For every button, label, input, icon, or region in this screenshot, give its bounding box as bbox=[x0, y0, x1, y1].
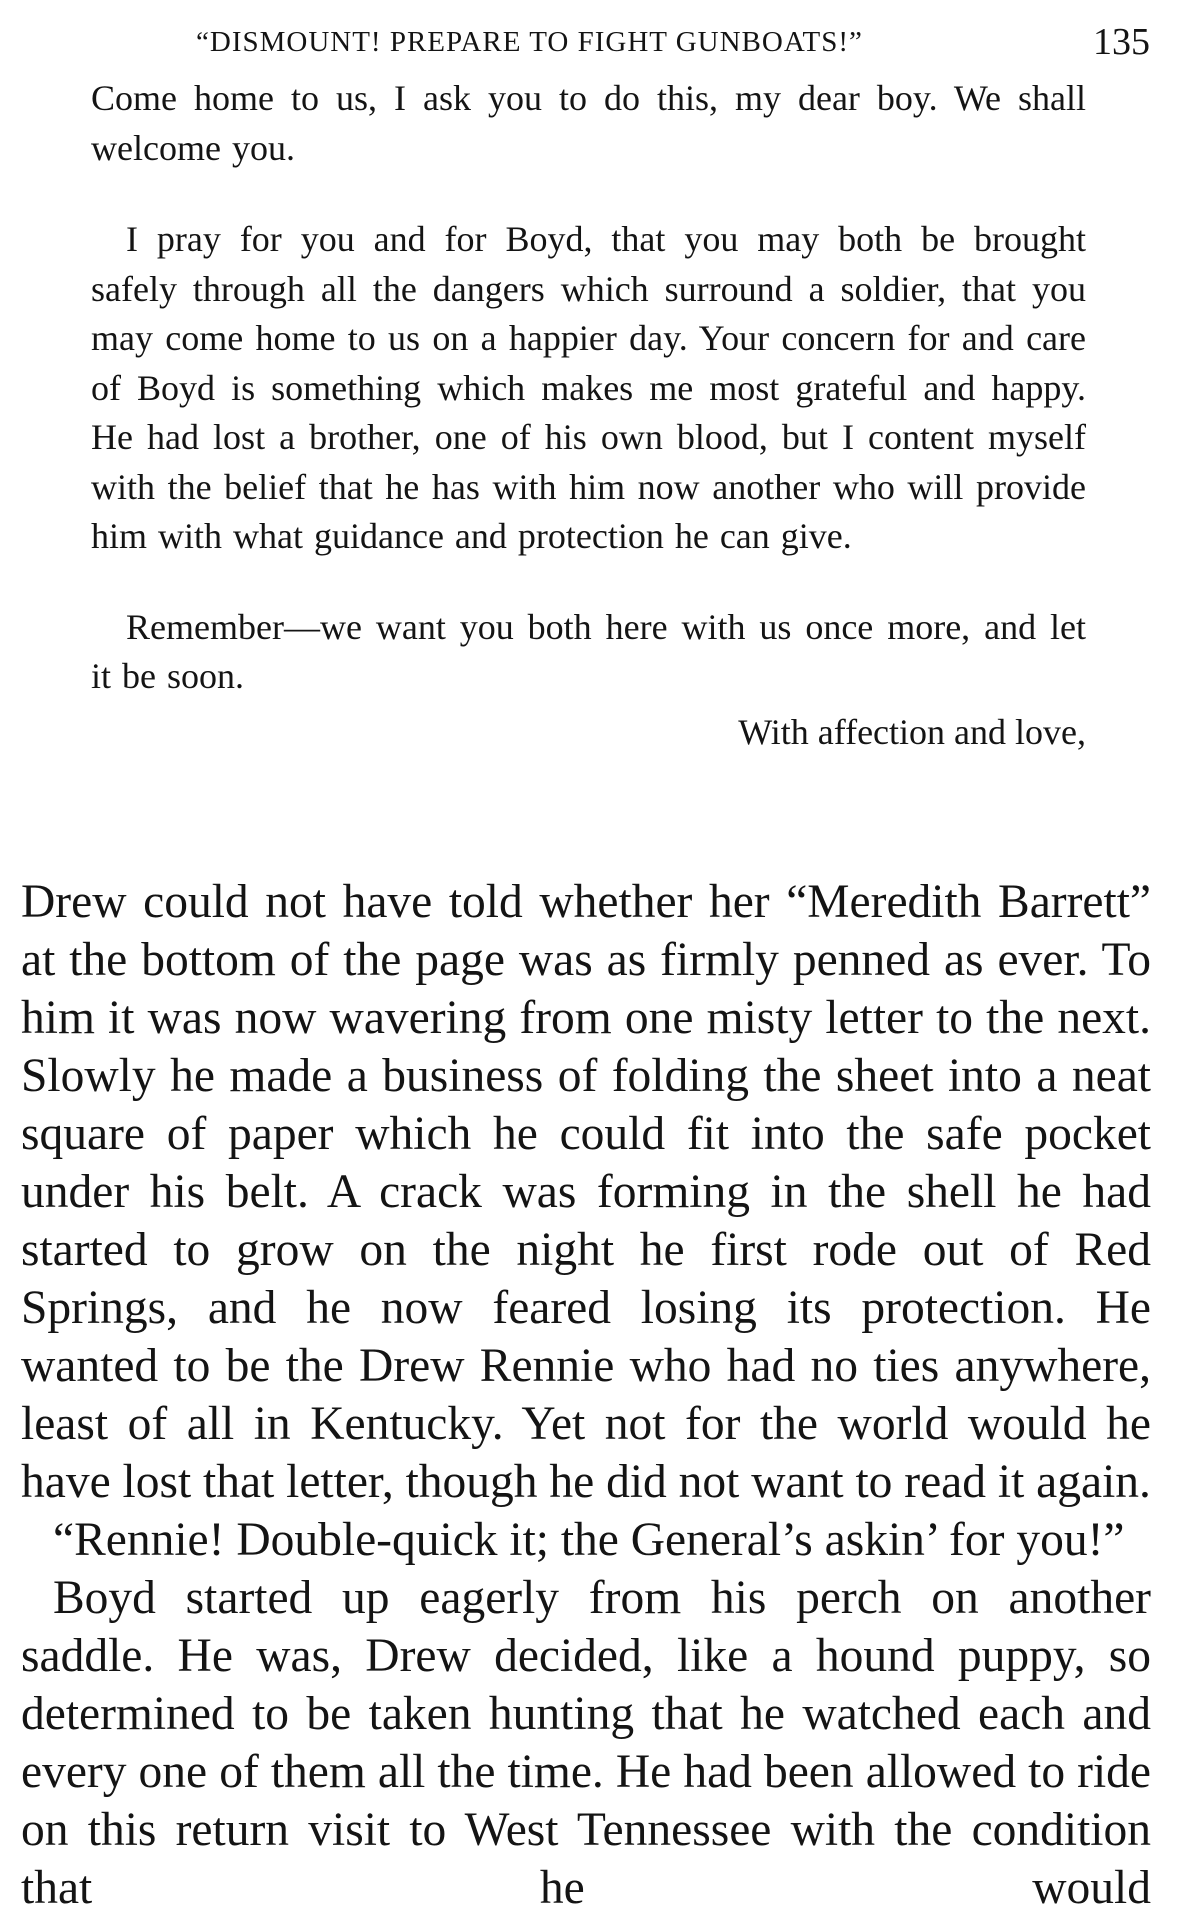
letter-excerpt bbox=[91, 74, 1086, 758]
page-number: 135 bbox=[1093, 21, 1150, 63]
narrative-paragraph: Drew could not have told whether her “Meredith Barrett” at the bottom of the page was as firmly penned as ever. To him it was now wavering from one misty letter to the next. Slowly he made a business of folding the sheet into a neat square of paper which he could fit into the safe pocket under his belt. A crack was forming in the shell he had started to grow on the night he first rode out of Red Springs, and he now feared losing its protection. He wanted to be the Drew Rennie who had no ties anywhere, least of all in Kentucky. Yet not for the world would he have lost that letter, though he did not want to read it again. bbox=[21, 876, 1151, 1508]
narrative-paragraph: Boyd started up eagerly from his perch on another saddle. He was, Drew decided, like a hound puppy, so determined to be taken hunting that he watched each and every one of them all the time. He had been allowed to ride on this return visit to West Tennessee with the condition that he would bbox=[21, 1572, 1151, 1914]
narrative-paragraph: “Rennie! Double-quick it; the General’s askin’ for you!” bbox=[53, 1514, 1125, 1566]
letter-closing: With affection and love, bbox=[738, 711, 1086, 752]
narrative-text bbox=[21, 873, 1151, 1917]
running-head bbox=[90, 18, 1150, 78]
running-title: “DISMOUNT! PREPARE TO FIGHT GUNBOATS!” bbox=[196, 26, 863, 58]
letter-paragraph: Remember—we want you both here with us once more, and let it be soon. bbox=[91, 606, 1086, 696]
letter-paragraph: I pray for you and for Boyd, that you may both be brought safely through all the dangers which surround a soldier, that you may come home to us on a happier day. Your concern for and care of Boyd is something which makes me most grateful and happy. He had lost a brother, one of his own blood, but I content myself with the belief that he has with him now another who will provide him with what guidance and protection he can give. bbox=[91, 219, 1086, 556]
letter-paragraph: Come home to us, I ask you to do this, my dear boy. We shall welcome you. bbox=[91, 78, 1086, 168]
